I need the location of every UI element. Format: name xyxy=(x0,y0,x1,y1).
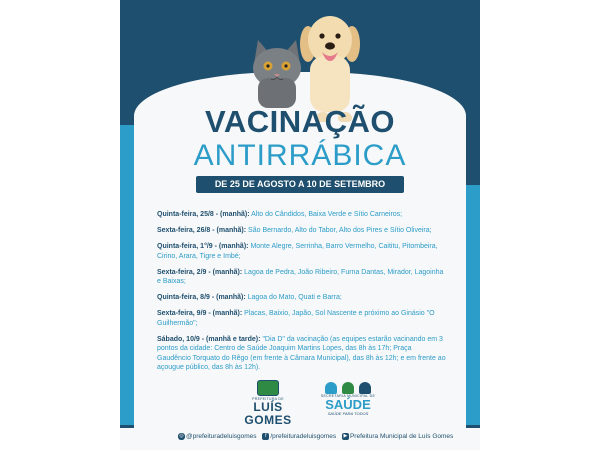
social-footer xyxy=(120,428,480,450)
prefeitura-label: PREFEITURA DE xyxy=(252,397,284,401)
youtube-channel[interactable]: Prefeitura Municipal de Luís Gomes xyxy=(349,433,454,440)
schedule-item xyxy=(157,268,447,287)
schedule-places: Lagoa de Pedra, João Ribeiro, Furna Dantas, Mirador, Lagoinha e Baixas; xyxy=(157,268,444,285)
schedule-day: Quinta-feira, 1°/9 - (manhã): xyxy=(157,243,249,250)
prefeitura-logo xyxy=(230,380,306,427)
facebook-icon: f xyxy=(262,433,269,440)
title-vaccination: VACINAÇÃO xyxy=(205,104,395,139)
secretaria-saude-logo xyxy=(313,380,383,424)
vaccination-poster xyxy=(120,0,480,450)
facebook-handle[interactable]: /prefeituradeluisgomes xyxy=(270,433,337,440)
schedule-item xyxy=(157,335,447,373)
people-icon xyxy=(313,380,383,394)
schedule-day: Quinta-feira, 8/9 - (manhã): xyxy=(157,294,246,301)
schedule-item xyxy=(157,242,447,261)
youtube-icon: ▶ xyxy=(343,433,348,439)
secretaria-label: SECRETARIA MUNICIPAL DE xyxy=(320,394,376,398)
logos-row xyxy=(120,380,480,427)
schedule-item xyxy=(157,309,447,328)
schedule-places: Alto do Cândidos, Baixa Verde e Sítio Carneiros; xyxy=(251,211,403,218)
schedule-list xyxy=(157,210,447,379)
schedule-places: "Dia D" da vacinação (as equipes estarão vacinando em 3 pontos da cidade: Centro de Saúde Joaquim Martins Lopes, das 8h às 17h; Praça Gaudêncio Torquato do Rêgo (em frente à Câmara Municipal), das 8h às 12h; e em frente ao açougue público, das 8h às 12h). xyxy=(157,335,446,371)
instagram-handle[interactable]: @prefeituradeluisgomes xyxy=(186,433,257,440)
dog-illustration xyxy=(298,10,362,118)
title-antirabies: ANTIRRÁBICA xyxy=(193,139,407,172)
date-range-banner: DE 25 DE AGOSTO A 10 DE SETEMBRO xyxy=(196,176,404,193)
instagram-icon: ◎ xyxy=(179,433,184,439)
schedule-places: Placas, Baixio, Japão, Sol Nascente e próximo ao Ginásio "O Guilhermão"; xyxy=(157,310,435,327)
schedule-day: Quinta-feira, 25/8 - (manhã): xyxy=(157,211,250,218)
schedule-day: Sexta-feira, 26/8 - (manhã): xyxy=(157,227,247,234)
schedule-day: Sexta-feira, 9/9 - (manhã): xyxy=(157,310,243,317)
schedule-item xyxy=(157,293,447,303)
schedule-item xyxy=(157,210,447,220)
schedule-places: Monte Alegre, Serrinha, Barro Vermelho, Caititu, Pitombeira, Cirino, Arara, Tigre e Imbé; xyxy=(157,243,438,260)
schedule-day: Sexta-feira, 2/9 - (manhã): xyxy=(157,268,243,276)
schedule-item xyxy=(157,226,447,236)
schedule-places: São Bernardo, Alto do Tabor, Alto dos Pires e Sítio Oliveira; xyxy=(248,227,432,234)
prefeitura-name: LUÍS GOMES xyxy=(244,400,292,427)
city-crest-icon xyxy=(257,380,279,396)
secretaria-tagline: SAÚDE PARA TODOS xyxy=(327,411,369,416)
secretaria-name: SAÚDE xyxy=(325,397,371,412)
schedule-day: Sábado, 10/9 - (manhã e tarde): xyxy=(157,335,261,343)
schedule-places: Lagoa do Mato, Quati e Barra; xyxy=(247,294,342,301)
